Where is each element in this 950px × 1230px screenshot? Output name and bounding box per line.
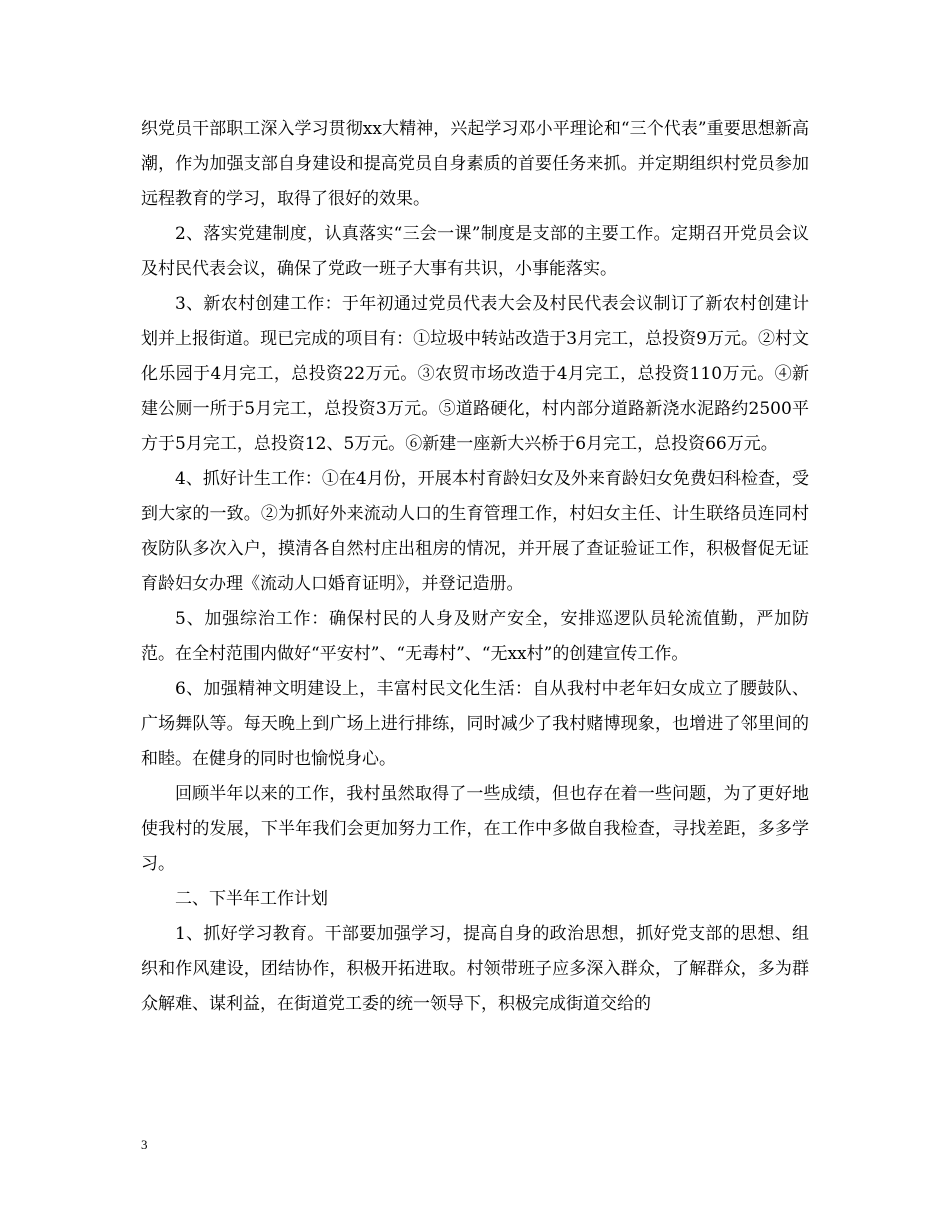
paragraph-civilization: 6、加强精神文明建设上，丰富村民文化生活：自从我村中老年妇女成立了腰鼓队、广场舞队等。每天晚上到广场上进行排练，同时减少了我村赌博现象，也增进了邻里间的和睦。在健身的同时也愉悦身心。 xyxy=(141,679,809,769)
document-body xyxy=(141,112,809,1022)
paragraph-new-countryside: 3、新农村创建工作：于年初通过党员代表大会及村民代表会议制订了新农村创建计划并上报街道。现已完成的项目有：①垃圾中转站改造于3月完工，总投资9万元。②村文化乐园于4月完工，总投资22万元。③农贸市场改造于4月完工，总投资110万元。④新建公厕一所于5月完工，总投资3万元。⑤道路硬化，村内部分道路新浇水泥路约2500平方于5月完工，总投资12、5万元。⑥新建一座新大兴桥于6月完工，总投资66万元。 xyxy=(141,294,809,454)
paragraph-family-planning: 4、抓好计生工作：①在4月份，开展本村育龄妇女及外来育龄妇女免费妇科检查，受到大家的一致。②为抓好外来流动人口的生育管理工作，村妇女主任、计生联络员连同村夜防队多次入户，摸清各自然村庄出租房的情况，并开展了查证验证工作，积极督促无证育龄妇女办理《流动人口婚育证明》，并登记造册。 xyxy=(141,469,809,594)
section-heading-plan: 二、下半年工作计划 xyxy=(175,889,328,909)
paragraph-study-education: 1、抓好学习教育。干部要加强学习，提高自身的政治思想，抓好党支部的思想、组织和作风建设，团结协作，积极开拓进取。村领带班子应多深入群众，了解群众，多为群众解难、谋利益，在街道党工委的统一领导下，积极完成街道交给的 xyxy=(141,924,809,1014)
paragraph-party-system: 2、落实党建制度，认真落实“三会一课”制度是支部的主要工作。定期召开党员会议及村民代表会议，确保了党政一班子大事有共识，小事能落实。 xyxy=(141,224,809,279)
paragraph-continuation: 织党员干部职工深入学习贯彻xx大精神，兴起学习邓小平理论和“三个代表”重要思想新高潮，作为加强支部自身建设和提高党员自身素质的首要任务来抓。并定期组织村党员参加远程教育的学习，取得了很好的效果。 xyxy=(141,119,809,209)
paragraph-public-security: 5、加强综治工作：确保村民的人身及财产安全，安排巡逻队员轮流值勤，严加防范。在全村范围内做好“平安村”、“无毒村”、“无xx村”的创建宣传工作。 xyxy=(141,609,809,664)
paragraph-review: 回顾半年以来的工作，我村虽然取得了一些成绩，但也存在着一些问题，为了更好地使我村的发展，下半年我们会更加努力工作，在工作中多做自我检查，寻找差距，多多学习。 xyxy=(141,784,809,874)
page-number: 3 xyxy=(141,1137,148,1152)
